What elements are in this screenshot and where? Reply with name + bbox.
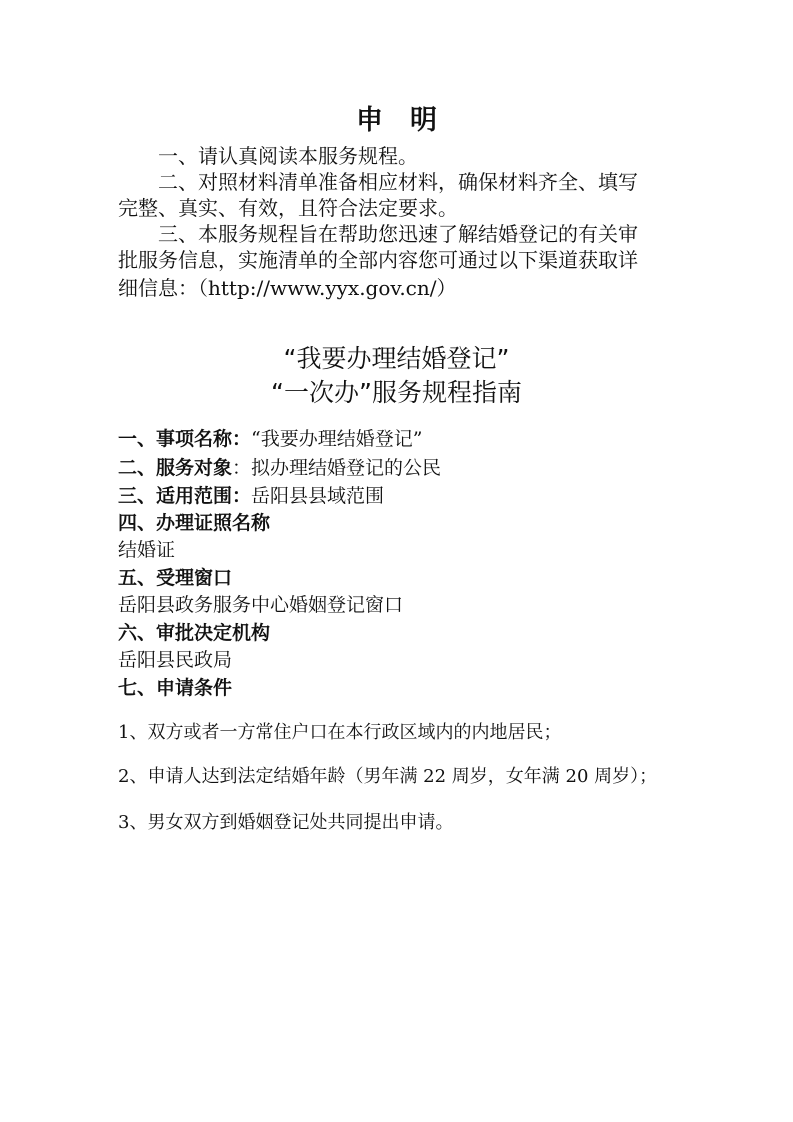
item-name: 一、事项名称：“我要办理结婚登记” [118,428,423,450]
guide-title-line-1: “我要办理结婚登记” [283,344,510,373]
declaration-line-6: 细信息：（http://www.yyx.gov.cn/） [118,276,457,300]
item-scope: 三、适用范围：岳阳县县域范围 [118,485,385,507]
item-authority-heading: 六、审批决定机构 [118,622,271,644]
condition-1: 1、双方或者一方常住户口在本行政区域内的内地居民； [118,722,562,743]
declaration-line-3: 完整、真实、有效，且符合法定要求。 [118,196,458,220]
declaration-title: 申 明 [356,105,437,136]
item-conditions-heading: 七、申请条件 [118,677,233,699]
declaration-line-5: 批服务信息，实施清单的全部内容您可通过以下渠道获取详 [118,248,638,272]
item-certificate-heading: 四、办理证照名称 [118,512,271,534]
item-target: 二、服务对象：拟办理结婚登记的公民 [118,457,442,479]
declaration-line-2: 二、对照材料清单准备相应材料，确保材料齐全、填写 [158,170,638,194]
declaration-line-1: 一、请认真阅读本服务规程。 [158,144,418,168]
condition-2: 2、申请人达到法定结婚年龄（男年满 22 周岁，女年满 20 周岁）； [118,766,658,787]
item-window-heading: 五、受理窗口 [118,567,233,589]
condition-3: 3、男女双方到婚姻登记处共同提出申请。 [118,812,454,833]
declaration-line-4: 三、本服务规程旨在帮助您迅速了解结婚登记的有关审 [158,222,638,246]
item-window-value: 岳阳县政务服务中心婚姻登记窗口 [118,594,404,616]
item-authority-value: 岳阳县民政局 [118,649,233,671]
item-certificate-value: 结婚证 [118,539,176,561]
guide-title-line-2: “一次办”服务规程指南 [271,378,522,407]
